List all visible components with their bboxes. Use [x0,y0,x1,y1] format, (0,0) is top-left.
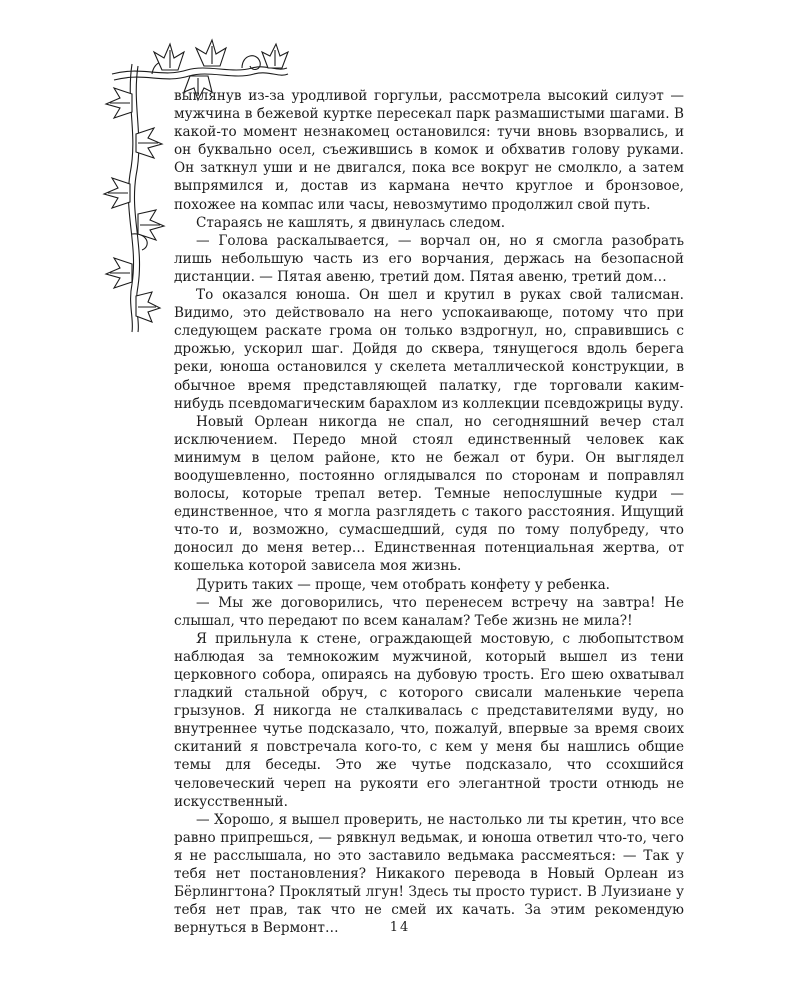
paragraph-7: — Мы же договорились, что перенесем встречу на завтра! Не слышал, что передают по всем каналам? Тебе жизнь не мила?! [174,594,684,629]
body-text [174,87,684,937]
paragraph-5: Новый Орлеан никогда не спал, но сегодняшний вечер стал исключением. Передо мной стоял единственный человек как минимум в целом районе, кто не бежал от бури. Он выглядел воодушевленно, постоянно оглядывался по сторонам и поправлял волосы, которые трепал ветер. Темные непослушные кудри — единственное, что я могла разглядеть с такого расстояния. Ищущий что-то и, возможно, сумасшедший, судя по тому полубреду, что доносил до меня ветер… Единственная потенциальная жертва, от кошелька которой зависела моя жизнь. [174,413,684,575]
paragraph-8: Я прильнула к стене, ограждающей мостовую, с любопытством наблюдая за темнокожим мужчиной, который вышел из тени церковного собора, опираясь на дубовую трость. Его шею охватывал гладкий стальной обруч, с которого свисали маленькие черепа грызунов. Я никогда не сталкивалась с представителями вуду, но внутреннее чутье подсказало, что, пожалуй, впервые за время своих скитаний я повстречала кого-то, с кем у меня бы нашлись общие темы для беседы. Это же чутье подсказало, что ссохшийся человеческий череп на рукояти его элегантной трости отнюдь не искусственный. [174,630,684,810]
paragraph-1: выглянув из-за уродливой горгульи, рассмотрела высокий силуэт — мужчина в бежевой куртке пересекал парк размашистыми шагами. В какой-то момент незнакомец остановился: тучи вновь взорвались, и он буквально осел, съежившись в комок и обхватив голову руками. Он заткнул уши и не двигался, пока все вокруг не смолкло, а затем выпрямился и, достав из кармана нечто круглое и бронзовое, похожее на компас или часы, невозмутимо продолжил свой путь. [174,88,684,213]
paragraph-6: Дурить таких — проще, чем отобрать конфету у ребенка. [196,576,610,593]
paragraph-9: — Хорошо, я вышел проверить, не настолько ли ты кретин, что все равно припрешься, — рявкнул ведьмак, и юноша ответил что-то, чего я не расслышала, но это заставило ведьмака рассмеяться: — Так у тебя нет постановления? Никакого перевода в Новый Орлеан из Бёрлингтона? Проклятый лгун! Здесь ты просто турист. В Луизиане у тебя нет прав, так что не смей их качать. За этим рекомендую вернуться в Вермонт… [174,811,684,937]
paragraph-4: То оказался юноша. Он шел и крутил в руках свой талисман. Видимо, это действовало на него успокаивающе, потому что при следующем раскате грома он только вздрогнул, но, справившись с дрожью, ускорил шаг. Дойдя до сквера, тянущегося вдоль берега реки, юноша остановился у скелета металлической конструкции, в обычное время представляющей палатку, где торговали каким-нибудь псевдомагическим барахлом из коллекции псевдожрицы вуду. [174,287,684,412]
paragraph-2: Стараясь не кашлять, я двинулась следом. [196,214,506,231]
page-number: 14 [389,920,411,935]
paragraph-3: — Голова раскалывается, — ворчал он, но я смогла разобрать лишь небольшую часть из его ворчания, держась на безопасной дистанции. — Пятая авеню, третий дом. Пятая авеню, третий дом… [174,232,684,285]
